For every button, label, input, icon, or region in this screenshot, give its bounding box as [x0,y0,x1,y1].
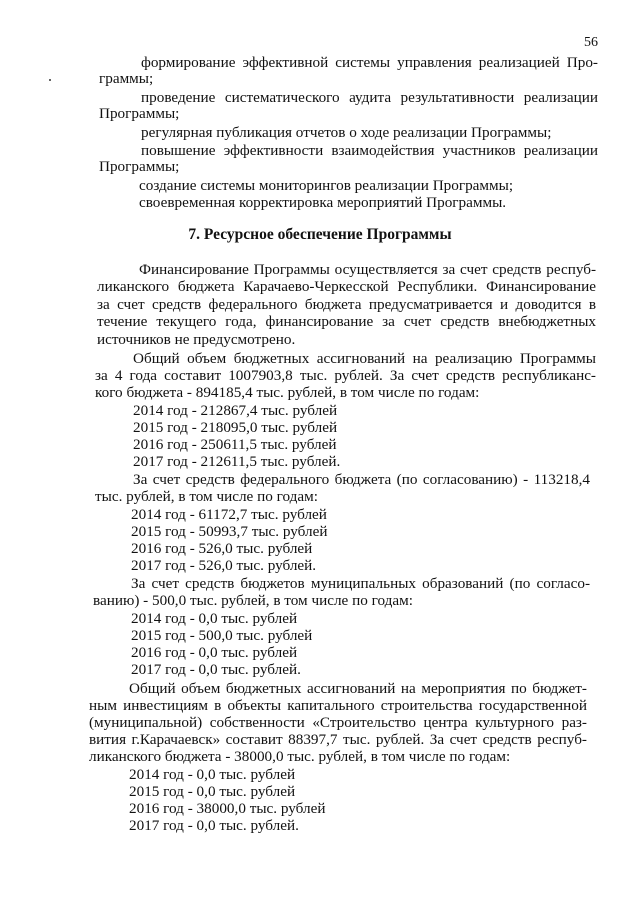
bullet-line: проведение систематического аудита результативности реализации [141,89,598,106]
bullet-line: регулярная публикация отчетов о ходе реализации Программы; [141,124,552,141]
bullet-line: своевременная корректировка мероприятий Программы. [139,194,507,211]
paragraph-line: ликанского бюджета Карачаево-Черкесской Республики. Финансирование [97,278,596,295]
year-line: 2015 год - 50993,7 тыс. рублей [131,523,328,540]
year-line: 2014 год - 212867,4 тыс. рублей [133,402,338,419]
year-line: 2016 год - 526,0 тыс. рублей [131,540,313,557]
paragraph-line: Финансирование Программы осуществляется за счет средств респуб- [139,261,596,278]
year-line: 2016 год - 0,0 тыс. рублей [131,644,298,661]
year-line: 2017 год - 0,0 тыс. рублей. [129,817,299,834]
year-line: 2016 год - 38000,0 тыс. рублей [129,800,326,817]
paragraph-line: Общий объем бюджетных ассигнований на мероприятия по бюджет- [129,680,587,697]
year-line: 2016 год - 250611,5 тыс. рублей [133,436,337,453]
paragraph-line: ванию) - 500,0 тыс. рублей, в том числе по годам: [93,592,413,609]
paragraph-line: источников не предусмотрено. [97,331,296,348]
bullet-line: граммы; [99,70,154,87]
year-line: 2015 год - 0,0 тыс. рублей [129,783,296,800]
paragraph-line: за 4 года составит 1007903,8 тыс. рублей. За счет средств республиканс- [95,367,596,384]
paragraph-line: ликанского бюджета - 38000,0 тыс. рублей, в том числе по годам: [89,748,511,765]
paragraph-line: за счет средств федерального бюджета предусматривается и доводится в [97,296,596,313]
paragraph-line: вития г.Карачаевск» составит 88397,7 тыс. рублей. За счет средств респуб- [89,731,587,748]
section-heading: 7. Ресурсное обеспечение Программы [188,226,452,243]
bullet-line: повышение эффективности взаимодействия участников реализации [141,142,598,159]
paragraph-line: (муниципальной) собственности «Строительство центра культурного раз- [89,714,587,731]
year-line: 2015 год - 500,0 тыс. рублей [131,627,313,644]
paragraph-line: Общий объем бюджетных ассигнований на реализацию Программы [133,350,596,367]
year-line: 2017 год - 526,0 тыс. рублей. [131,557,317,574]
bullet-line: Программы; [99,105,180,122]
year-line: 2015 год - 218095,0 тыс. рублей [133,419,338,436]
paragraph-line: ным инвестициям в объекты капитального строительства государственной [89,697,587,714]
paragraph-line: течение текущего года, финансирование за счет средств внебюджетных [97,313,596,330]
year-line: 2014 год - 0,0 тыс. рублей [129,766,296,783]
bullet-line: создание системы мониторингов реализации Программы; [139,177,514,194]
bullet-line: Программы; [99,158,180,175]
paragraph-line: тыс. рублей, в том числе по годам: [95,488,318,505]
year-line: 2017 год - 0,0 тыс. рублей. [131,661,301,678]
scan-speck [49,79,51,81]
page-number: 56 [584,35,598,50]
year-line: 2014 год - 0,0 тыс. рублей [131,610,298,627]
paragraph-line: За счет средств федерального бюджета (по согласованию) - 113218,4 [133,471,590,488]
paragraph-line: кого бюджета - 894185,4 тыс. рублей, в том числе по годам: [95,384,480,401]
bullet-line: формирование эффективной системы управления реализацией Про- [141,54,598,71]
year-line: 2017 год - 212611,5 тыс. рублей. [133,453,341,470]
year-line: 2014 год - 61172,7 тыс. рублей [131,506,327,523]
paragraph-line: За счет средств бюджетов муниципальных образований (по согласо- [131,575,590,592]
